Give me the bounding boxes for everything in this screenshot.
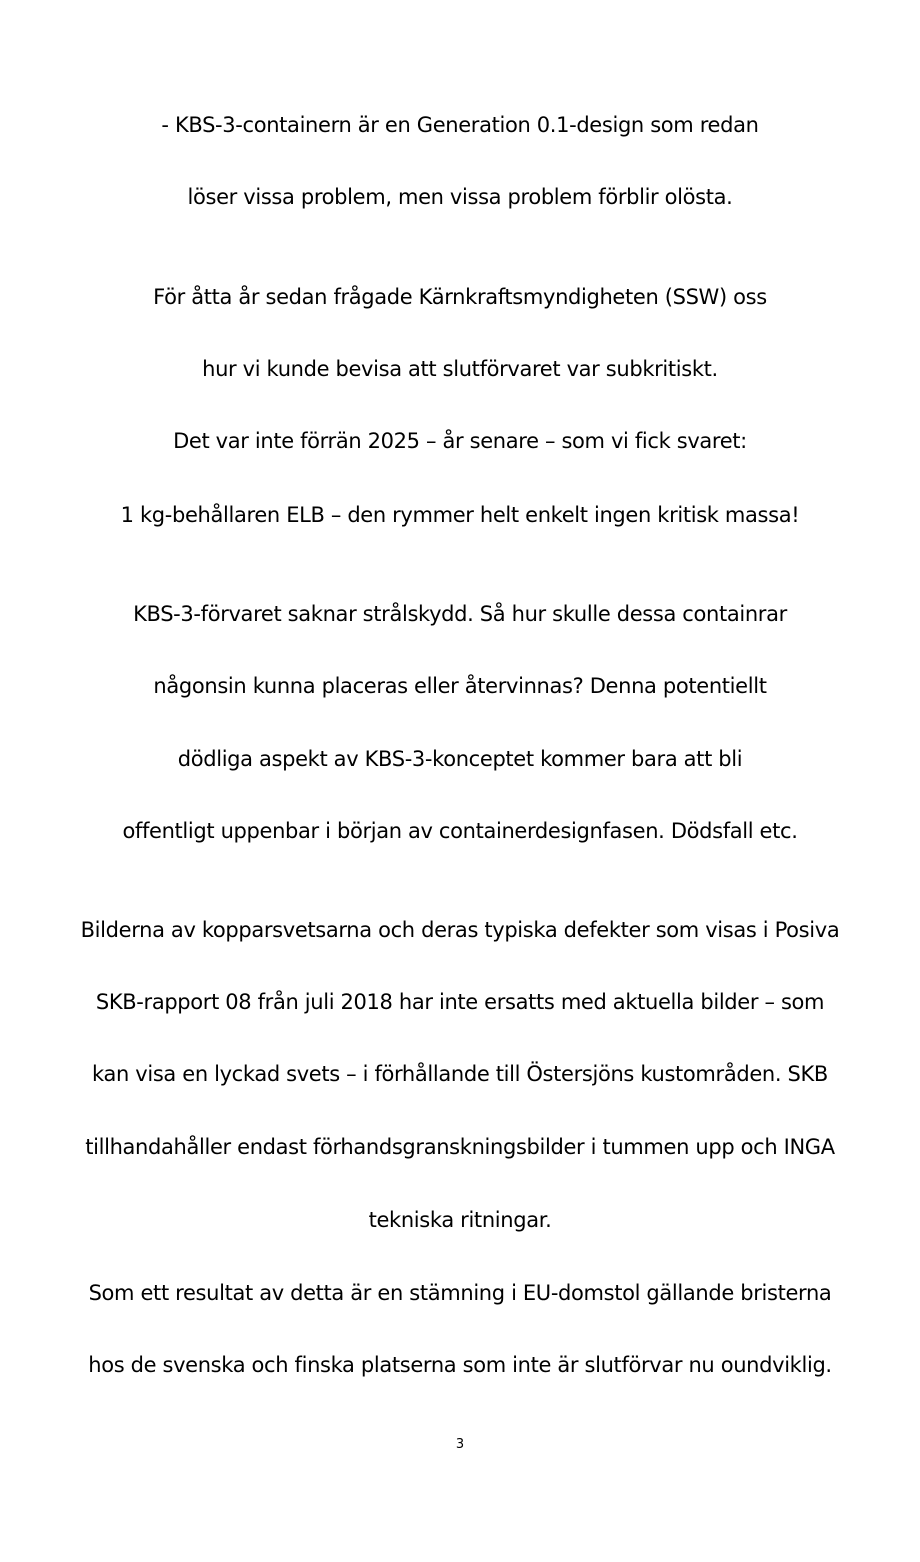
text-line: löser vissa problem, men vissa problem förblir olösta. xyxy=(187,185,733,209)
text-line: kan visa en lyckad svets – i förhållande till Östersjöns kustområden. SKB xyxy=(92,1062,828,1086)
text-line: hur vi kunde bevisa att slutförvaret var subkritiskt. xyxy=(202,357,718,381)
text-line: hos de svenska och finska platserna som inte är slutförvar nu oundviklig. xyxy=(88,1353,832,1377)
text-line: någonsin kunna placeras eller återvinnas? Denna potentiellt xyxy=(153,674,767,698)
text-line: - KBS-3-containern är en Generation 0.1-design som redan xyxy=(161,113,759,137)
page-number: 3 xyxy=(455,1437,465,1452)
text-line: För åtta år sedan frågade Kärnkraftsmyndigheten (SSW) oss xyxy=(153,285,767,309)
text-line: 1 kg-behållaren ELB – den rymmer helt enkelt ingen kritisk massa! xyxy=(120,503,800,527)
text-line: offentligt uppenbar i början av containerdesignfasen. Dödsfall etc. xyxy=(122,819,798,843)
text-line: Det var inte förrän 2025 – år senare – som vi fick svaret: xyxy=(173,429,747,453)
text-line: dödliga aspekt av KBS-3-konceptet kommer bara att bli xyxy=(177,747,743,771)
text-line: Som ett resultat av detta är en stämning i EU-domstol gällande bristerna xyxy=(88,1281,832,1305)
text-line: SKB-rapport 08 från juli 2018 har inte ersatts med aktuella bilder – som xyxy=(95,990,825,1014)
text-line: KBS-3-förvaret saknar strålskydd. Så hur skulle dessa containrar xyxy=(133,602,787,626)
text-line: tillhandahåller endast förhandsgranskningsbilder i tummen upp och INGA xyxy=(85,1135,835,1159)
text-line: tekniska ritningar. xyxy=(368,1208,552,1232)
text-line: Bilderna av kopparsvetsarna och deras typiska defekter som visas i Posiva xyxy=(80,918,840,942)
